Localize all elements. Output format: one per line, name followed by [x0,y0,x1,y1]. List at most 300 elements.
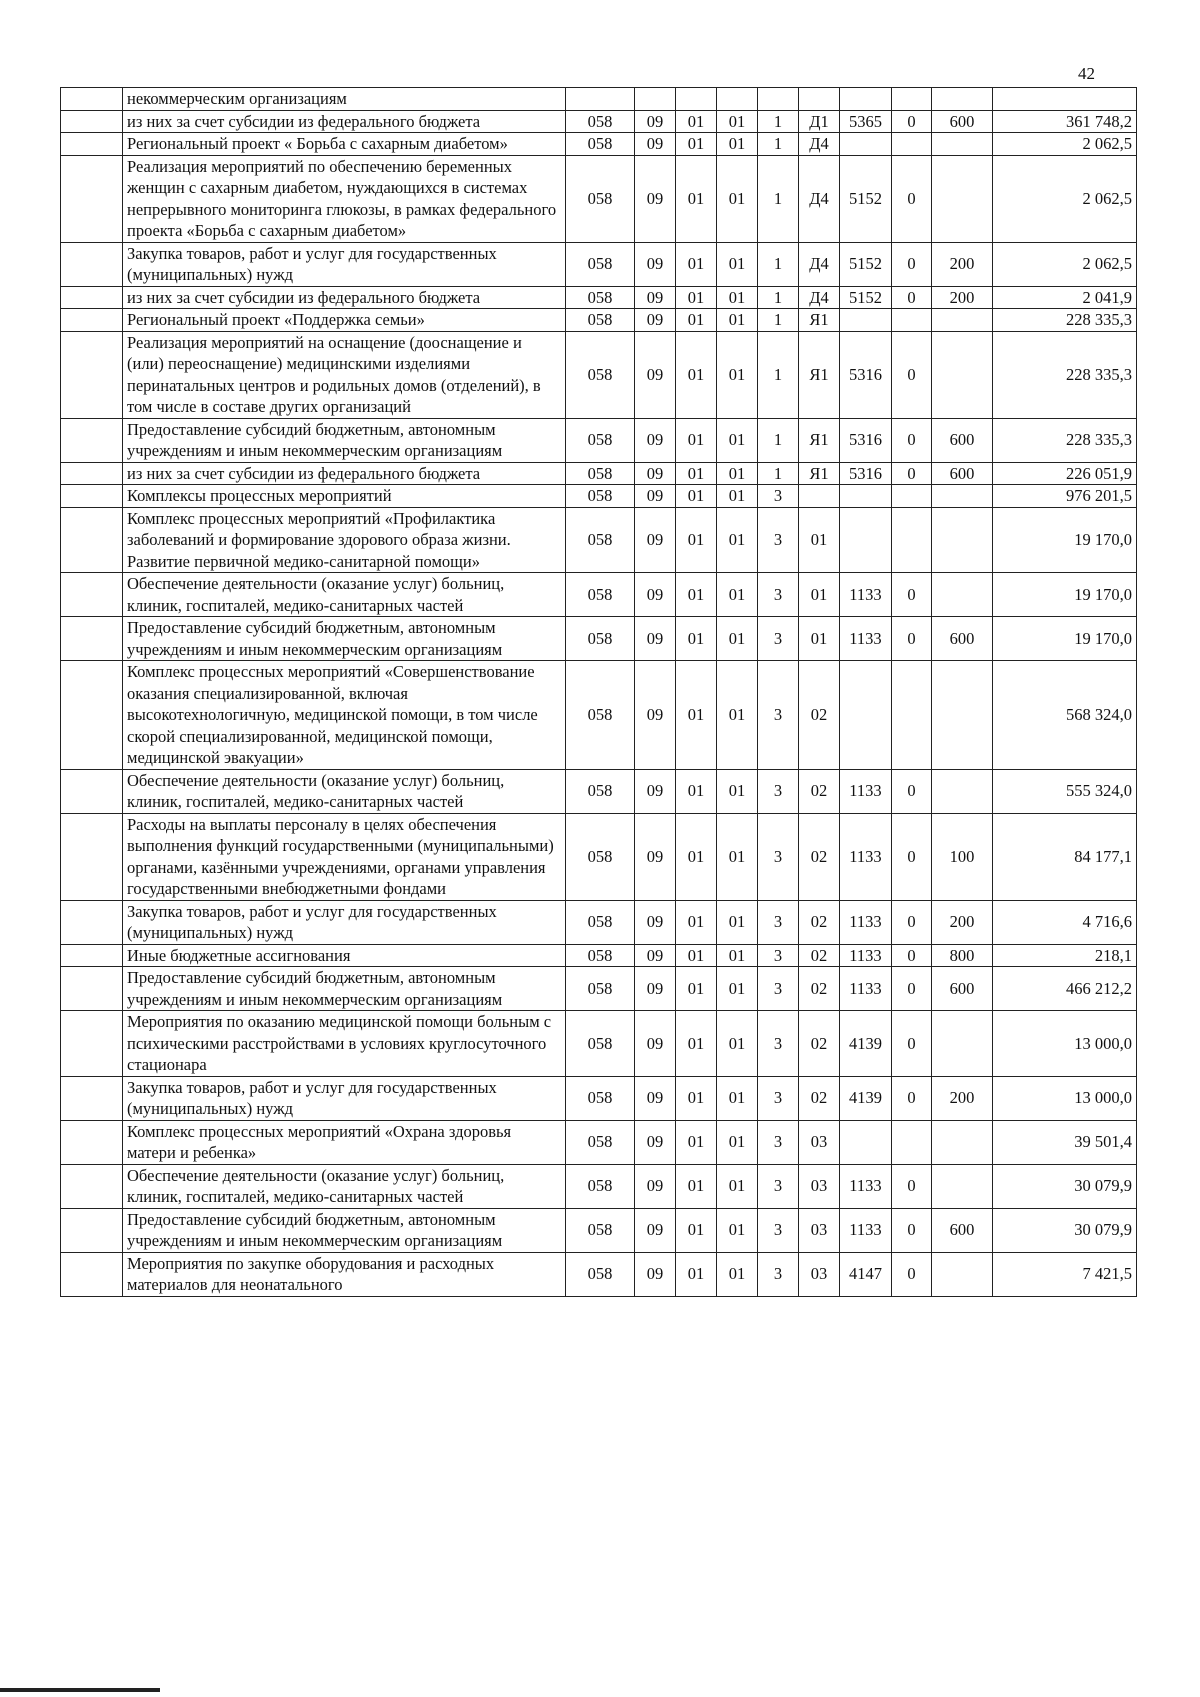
program-code-cell: 01 [717,1252,758,1296]
amount-cell: 361 748,2 [993,110,1137,133]
admin-code-cell: 058 [566,617,635,661]
project-code-cell: 02 [799,944,840,967]
admin-code-cell: 058 [566,155,635,242]
program-code-cell: 01 [717,1164,758,1208]
amount-cell: 568 324,0 [993,661,1137,770]
amount-cell: 19 170,0 [993,507,1137,573]
subprogram-code-cell: 3 [758,1208,799,1252]
amount-cell: 2 041,9 [993,286,1137,309]
table-row [61,1011,1137,1077]
project-code-cell: Д4 [799,133,840,156]
table-row [61,88,1137,111]
project-code-cell: 03 [799,1120,840,1164]
subsection-code-cell: 01 [676,1120,717,1164]
project-code-cell: Я1 [799,418,840,462]
amount-cell: 84 177,1 [993,813,1137,900]
section-code-cell: 09 [635,617,676,661]
expense-type-cell [932,331,993,418]
section-code-cell: 09 [635,967,676,1011]
subdirection-code-cell: 0 [892,110,932,133]
program-code-cell: 01 [717,573,758,617]
admin-code-cell: 058 [566,573,635,617]
subsection-code-cell: 01 [676,769,717,813]
description-cell: Закупка товаров, работ и услуг для государственных (муниципальных) нужд [123,242,566,286]
amount-cell: 30 079,9 [993,1164,1137,1208]
subprogram-code-cell: 3 [758,1011,799,1077]
table-row [61,286,1137,309]
admin-code-cell: 058 [566,462,635,485]
subsection-code-cell: 01 [676,661,717,770]
subdirection-code-cell [892,507,932,573]
subprogram-code-cell: 3 [758,944,799,967]
admin-code-cell [566,88,635,111]
subsection-code-cell: 01 [676,309,717,332]
subsection-code-cell: 01 [676,1164,717,1208]
amount-cell: 228 335,3 [993,309,1137,332]
description-cell: Обеспечение деятельности (оказание услуг) больниц, клиник, госпиталей, медико-санитарных частей [123,573,566,617]
subsection-code-cell: 01 [676,286,717,309]
subsection-code-cell: 01 [676,617,717,661]
row-number-cell [61,1076,123,1120]
subdirection-code-cell [892,661,932,770]
direction-code-cell: 5365 [840,110,892,133]
program-code-cell: 01 [717,286,758,309]
program-code-cell: 01 [717,133,758,156]
subdirection-code-cell: 0 [892,1076,932,1120]
row-number-cell [61,573,123,617]
project-code-cell: 03 [799,1252,840,1296]
subsection-code-cell: 01 [676,133,717,156]
description-cell: из них за счет субсидии из федерального бюджета [123,286,566,309]
expense-type-cell: 100 [932,813,993,900]
subprogram-code-cell: 3 [758,1076,799,1120]
description-cell: Комплекс процессных мероприятий «Охрана здоровья матери и ребенка» [123,1120,566,1164]
section-code-cell: 09 [635,286,676,309]
program-code-cell: 01 [717,110,758,133]
row-number-cell [61,661,123,770]
expense-type-cell: 200 [932,286,993,309]
admin-code-cell: 058 [566,507,635,573]
section-code-cell: 09 [635,1011,676,1077]
program-code-cell: 01 [717,309,758,332]
project-code-cell: Я1 [799,309,840,332]
expense-type-cell [932,507,993,573]
admin-code-cell: 058 [566,1120,635,1164]
expense-type-cell [932,1120,993,1164]
project-code-cell: 02 [799,900,840,944]
amount-cell: 2 062,5 [993,242,1137,286]
row-number-cell [61,242,123,286]
project-code-cell [799,485,840,508]
project-code-cell [799,88,840,111]
row-number-cell [61,1120,123,1164]
project-code-cell: Я1 [799,331,840,418]
admin-code-cell: 058 [566,133,635,156]
description-cell: Мероприятия по закупке оборудования и расходных материалов для неонатального [123,1252,566,1296]
subdirection-code-cell [892,88,932,111]
subprogram-code-cell: 3 [758,485,799,508]
table-row [61,1252,1137,1296]
table-row [61,331,1137,418]
description-cell: из них за счет субсидии из федерального бюджета [123,110,566,133]
direction-code-cell [840,133,892,156]
description-cell: Комплекс процессных мероприятий «Совершенствование оказания специализированной, включая высокотехнологичную, медицинской помощи, в том числе скорой специализированной, медицинской помощи, медицинской эвакуации» [123,661,566,770]
expense-type-cell: 600 [932,967,993,1011]
table-row [61,485,1137,508]
description-cell: Обеспечение деятельности (оказание услуг) больниц, клиник, госпиталей, медико-санитарных частей [123,769,566,813]
amount-cell: 228 335,3 [993,331,1137,418]
admin-code-cell: 058 [566,661,635,770]
subdirection-code-cell: 0 [892,331,932,418]
direction-code-cell: 4139 [840,1076,892,1120]
subsection-code-cell: 01 [676,1208,717,1252]
subprogram-code-cell: 1 [758,110,799,133]
direction-code-cell: 1133 [840,1164,892,1208]
section-code-cell: 09 [635,242,676,286]
subprogram-code-cell: 1 [758,242,799,286]
project-code-cell: 01 [799,617,840,661]
subdirection-code-cell [892,1120,932,1164]
amount-cell: 39 501,4 [993,1120,1137,1164]
subprogram-code-cell: 3 [758,900,799,944]
program-code-cell: 01 [717,1076,758,1120]
admin-code-cell: 058 [566,944,635,967]
subprogram-code-cell: 1 [758,309,799,332]
admin-code-cell: 058 [566,110,635,133]
section-code-cell: 09 [635,110,676,133]
admin-code-cell: 058 [566,813,635,900]
expense-type-cell: 200 [932,242,993,286]
program-code-cell: 01 [717,813,758,900]
row-number-cell [61,1164,123,1208]
section-code-cell: 09 [635,133,676,156]
section-code-cell: 09 [635,331,676,418]
subdirection-code-cell: 0 [892,813,932,900]
description-cell: Комплексы процессных мероприятий [123,485,566,508]
program-code-cell: 01 [717,485,758,508]
project-code-cell: 03 [799,1208,840,1252]
admin-code-cell: 058 [566,485,635,508]
table-row [61,1208,1137,1252]
section-code-cell: 09 [635,155,676,242]
subprogram-code-cell: 3 [758,1120,799,1164]
subprogram-code-cell: 3 [758,507,799,573]
description-cell: Расходы на выплаты персоналу в целях обеспечения выполнения функций государственными (муниципальными) органами, казёнными учреждениями, органами управления государственными внебюджетными фондами [123,813,566,900]
amount-cell: 7 421,5 [993,1252,1137,1296]
subprogram-code-cell: 1 [758,418,799,462]
subprogram-code-cell: 3 [758,769,799,813]
subsection-code-cell: 01 [676,813,717,900]
row-number-cell [61,133,123,156]
project-code-cell: Д4 [799,286,840,309]
table-row [61,133,1137,156]
project-code-cell: 02 [799,813,840,900]
direction-code-cell: 5316 [840,418,892,462]
expense-type-cell: 600 [932,418,993,462]
direction-code-cell: 5152 [840,242,892,286]
row-number-cell [61,944,123,967]
direction-code-cell: 4139 [840,1011,892,1077]
table-row [61,944,1137,967]
row-number-cell [61,155,123,242]
subsection-code-cell: 01 [676,485,717,508]
section-code-cell [635,88,676,111]
expense-type-cell: 200 [932,1076,993,1120]
subprogram-code-cell: 3 [758,573,799,617]
description-cell: Реализация мероприятий на оснащение (дооснащение и (или) переоснащение) медицинскими изделиями перинатальных центров и родильных домов (отделений), в том числе в составе других организаций [123,331,566,418]
subsection-code-cell [676,88,717,111]
expense-type-cell [932,309,993,332]
admin-code-cell: 058 [566,1252,635,1296]
amount-cell: 13 000,0 [993,1011,1137,1077]
expense-type-cell [932,573,993,617]
subprogram-code-cell: 1 [758,155,799,242]
section-code-cell: 09 [635,462,676,485]
admin-code-cell: 058 [566,1076,635,1120]
description-cell: Региональный проект « Борьба с сахарным диабетом» [123,133,566,156]
amount-cell: 19 170,0 [993,573,1137,617]
project-code-cell: 01 [799,507,840,573]
program-code-cell: 01 [717,418,758,462]
row-number-cell [61,286,123,309]
description-cell: Реализация мероприятий по обеспечению беременных женщин с сахарным диабетом, нуждающихся в системах непрерывного мониторинга глюкозы, в рамках федерального проекта «Борьба с сахарным диабетом» [123,155,566,242]
budget-table [60,87,1137,1297]
subsection-code-cell: 01 [676,1252,717,1296]
direction-code-cell: 5316 [840,462,892,485]
subdirection-code-cell: 0 [892,1011,932,1077]
amount-cell: 13 000,0 [993,1076,1137,1120]
amount-cell [993,88,1137,111]
description-cell: Комплекс процессных мероприятий «Профилактика заболеваний и формирование здорового образа жизни. Развитие первичной медико-санитарной помощи» [123,507,566,573]
section-code-cell: 09 [635,1208,676,1252]
program-code-cell: 01 [717,155,758,242]
section-code-cell: 09 [635,1164,676,1208]
project-code-cell: 02 [799,769,840,813]
subsection-code-cell: 01 [676,900,717,944]
subsection-code-cell: 01 [676,573,717,617]
direction-code-cell: 1133 [840,944,892,967]
expense-type-cell: 600 [932,110,993,133]
subsection-code-cell: 01 [676,110,717,133]
admin-code-cell: 058 [566,769,635,813]
expense-type-cell: 600 [932,617,993,661]
program-code-cell: 01 [717,900,758,944]
table-row [61,617,1137,661]
direction-code-cell: 5152 [840,155,892,242]
subsection-code-cell: 01 [676,462,717,485]
project-code-cell: Д4 [799,242,840,286]
project-code-cell: 02 [799,967,840,1011]
admin-code-cell: 058 [566,309,635,332]
expense-type-cell [932,88,993,111]
table-row [61,309,1137,332]
direction-code-cell: 5316 [840,331,892,418]
amount-cell: 19 170,0 [993,617,1137,661]
row-number-cell [61,813,123,900]
direction-code-cell: 1133 [840,1208,892,1252]
table-row [61,661,1137,770]
table-row [61,110,1137,133]
admin-code-cell: 058 [566,242,635,286]
table-row [61,769,1137,813]
subprogram-code-cell: 1 [758,331,799,418]
program-code-cell: 01 [717,242,758,286]
section-code-cell: 09 [635,944,676,967]
subsection-code-cell: 01 [676,507,717,573]
direction-code-cell [840,507,892,573]
row-number-cell [61,1208,123,1252]
subprogram-code-cell: 1 [758,286,799,309]
table-row [61,573,1137,617]
subdirection-code-cell: 0 [892,418,932,462]
amount-cell: 555 324,0 [993,769,1137,813]
description-cell: Региональный проект «Поддержка семьи» [123,309,566,332]
table-row [61,1164,1137,1208]
expense-type-cell: 800 [932,944,993,967]
subsection-code-cell: 01 [676,155,717,242]
direction-code-cell [840,485,892,508]
scan-edge-mark [0,1688,160,1692]
row-number-cell [61,309,123,332]
program-code-cell: 01 [717,967,758,1011]
subsection-code-cell: 01 [676,944,717,967]
subdirection-code-cell [892,133,932,156]
description-cell: Закупка товаров, работ и услуг для государственных (муниципальных) нужд [123,900,566,944]
subsection-code-cell: 01 [676,1076,717,1120]
row-number-cell [61,1252,123,1296]
subdirection-code-cell: 0 [892,1252,932,1296]
program-code-cell: 01 [717,1011,758,1077]
description-cell: из них за счет субсидии из федерального бюджета [123,462,566,485]
table-row [61,507,1137,573]
admin-code-cell: 058 [566,1164,635,1208]
project-code-cell: 01 [799,573,840,617]
amount-cell: 2 062,5 [993,133,1137,156]
description-cell: Иные бюджетные ассигнования [123,944,566,967]
subsection-code-cell: 01 [676,242,717,286]
direction-code-cell: 5152 [840,286,892,309]
row-number-cell [61,110,123,133]
subsection-code-cell: 01 [676,331,717,418]
direction-code-cell [840,1120,892,1164]
direction-code-cell: 1133 [840,769,892,813]
expense-type-cell [932,1252,993,1296]
table-row [61,418,1137,462]
row-number-cell [61,617,123,661]
description-cell: Предоставление субсидий бюджетным, автономным учреждениям и иным некоммерческим организациям [123,418,566,462]
subprogram-code-cell: 3 [758,1164,799,1208]
expense-type-cell: 600 [932,462,993,485]
amount-cell: 466 212,2 [993,967,1137,1011]
program-code-cell [717,88,758,111]
subdirection-code-cell: 0 [892,462,932,485]
project-code-cell: 02 [799,661,840,770]
row-number-cell [61,507,123,573]
expense-type-cell: 200 [932,900,993,944]
expense-type-cell [932,1011,993,1077]
subdirection-code-cell [892,485,932,508]
section-code-cell: 09 [635,1076,676,1120]
section-code-cell: 09 [635,485,676,508]
subdirection-code-cell: 0 [892,242,932,286]
direction-code-cell: 1133 [840,967,892,1011]
section-code-cell: 09 [635,573,676,617]
expense-type-cell [932,155,993,242]
subprogram-code-cell: 3 [758,661,799,770]
project-code-cell: 02 [799,1011,840,1077]
section-code-cell: 09 [635,418,676,462]
direction-code-cell: 1133 [840,813,892,900]
project-code-cell: Д4 [799,155,840,242]
subdirection-code-cell: 0 [892,573,932,617]
table-row [61,967,1137,1011]
project-code-cell: Я1 [799,462,840,485]
table-row [61,1076,1137,1120]
row-number-cell [61,1011,123,1077]
subdirection-code-cell: 0 [892,769,932,813]
amount-cell: 4 716,6 [993,900,1137,944]
project-code-cell: 02 [799,1076,840,1120]
admin-code-cell: 058 [566,967,635,1011]
subdirection-code-cell: 0 [892,155,932,242]
subdirection-code-cell: 0 [892,1208,932,1252]
expense-type-cell [932,133,993,156]
description-cell: Обеспечение деятельности (оказание услуг) больниц, клиник, госпиталей, медико-санитарных частей [123,1164,566,1208]
amount-cell: 226 051,9 [993,462,1137,485]
program-code-cell: 01 [717,1120,758,1164]
subsection-code-cell: 01 [676,967,717,1011]
subprogram-code-cell: 1 [758,462,799,485]
row-number-cell [61,88,123,111]
section-code-cell: 09 [635,769,676,813]
program-code-cell: 01 [717,507,758,573]
program-code-cell: 01 [717,462,758,485]
expense-type-cell [932,1164,993,1208]
program-code-cell: 01 [717,1208,758,1252]
table-row [61,900,1137,944]
admin-code-cell: 058 [566,1011,635,1077]
direction-code-cell: 1133 [840,617,892,661]
section-code-cell: 09 [635,1120,676,1164]
project-code-cell: Д1 [799,110,840,133]
admin-code-cell: 058 [566,418,635,462]
subdirection-code-cell: 0 [892,900,932,944]
direction-code-cell [840,661,892,770]
description-cell: Предоставление субсидий бюджетным, автономным учреждениям и иным некоммерческим организациям [123,617,566,661]
amount-cell: 30 079,9 [993,1208,1137,1252]
description-cell: Мероприятия по оказанию медицинской помощи больным с психическими расстройствами в условиях круглосуточного стационара [123,1011,566,1077]
amount-cell: 2 062,5 [993,155,1137,242]
expense-type-cell [932,485,993,508]
program-code-cell: 01 [717,661,758,770]
section-code-cell: 09 [635,813,676,900]
expense-type-cell [932,769,993,813]
program-code-cell: 01 [717,944,758,967]
admin-code-cell: 058 [566,900,635,944]
section-code-cell: 09 [635,309,676,332]
section-code-cell: 09 [635,900,676,944]
section-code-cell: 09 [635,1252,676,1296]
subdirection-code-cell: 0 [892,286,932,309]
subprogram-code-cell: 3 [758,813,799,900]
subprogram-code-cell: 3 [758,1252,799,1296]
program-code-cell: 01 [717,617,758,661]
amount-cell: 976 201,5 [993,485,1137,508]
subdirection-code-cell: 0 [892,1164,932,1208]
subdirection-code-cell: 0 [892,617,932,661]
subsection-code-cell: 01 [676,1011,717,1077]
row-number-cell [61,967,123,1011]
